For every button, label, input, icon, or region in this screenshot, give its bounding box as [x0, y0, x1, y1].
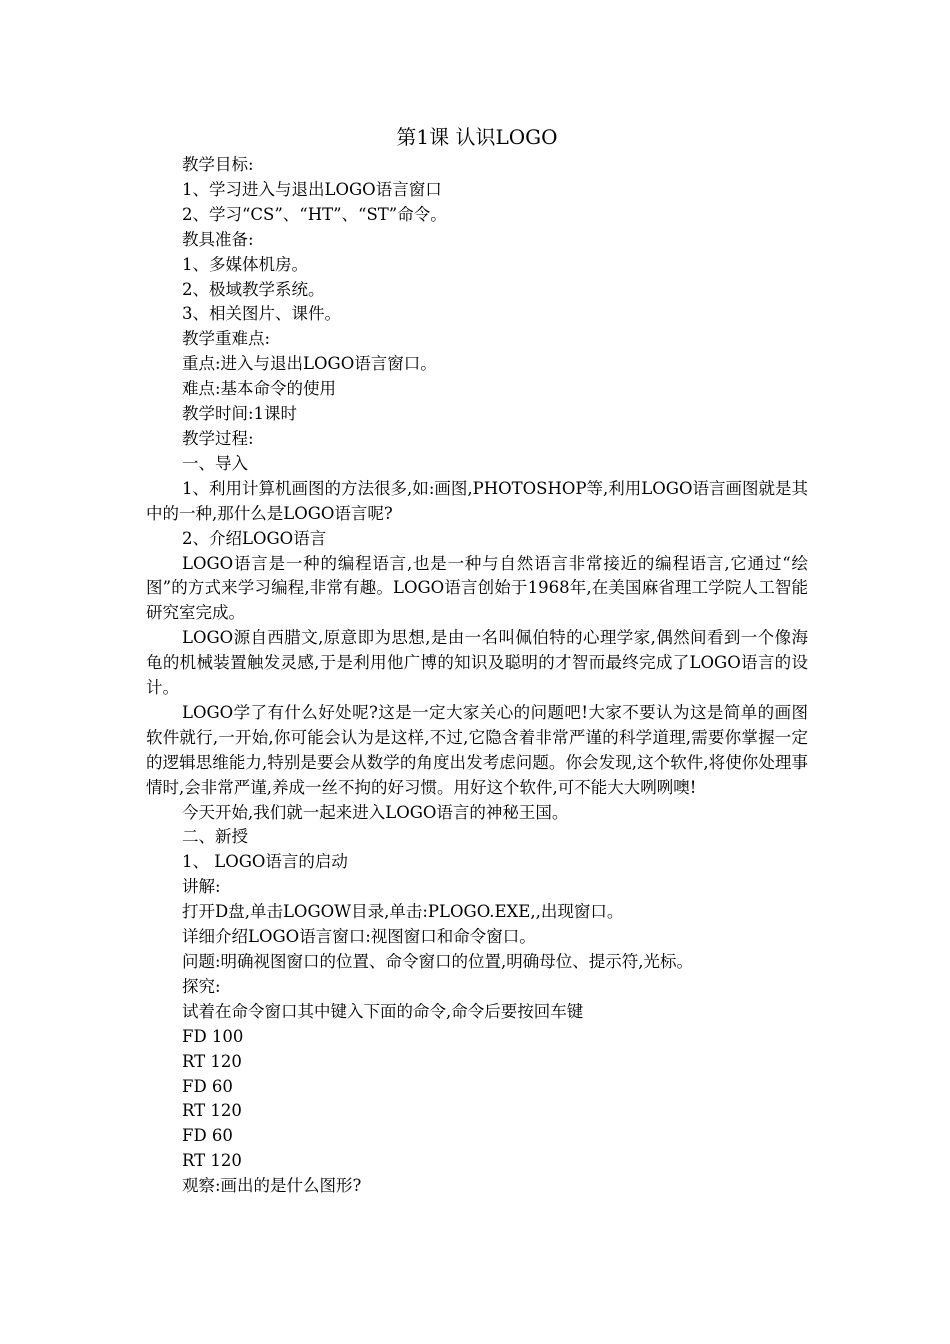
text-line: FD 60 [182, 1076, 233, 1096]
text-line: 2、学习“CS”、“HT”、“ST”命令。 [182, 204, 447, 224]
text-line: 教学过程: [182, 428, 254, 448]
text-line: 教学时间:1课时 [182, 404, 298, 424]
text-line: 观察:画出的是什么图形? [182, 1176, 362, 1196]
text-line: 难点:基本命令的使用 [182, 379, 337, 399]
text-line: 2、介绍LOGO语言 [182, 528, 327, 548]
text-line: 试着在命令窗口其中键入下面的命令,命令后要按回车键 [182, 1001, 584, 1021]
text-line: 教具准备: [182, 229, 254, 249]
text-line: 探究: [182, 976, 221, 996]
text-line: 二、新授 [182, 827, 248, 847]
text-line: RT 120 [182, 1101, 242, 1121]
text-line: 2、极域教学系统。 [182, 279, 325, 299]
text-line: 今天开始,我们就一起来进入LOGO语言的神秘王国。 [182, 802, 569, 822]
text-line: 讲解: [182, 877, 221, 897]
text-line: 打开D盘,单击LOGOW目录,单击:PLOGO.EXE,,出现窗口。 [182, 902, 624, 922]
text-line: 问题:明确视图窗口的位置、命令窗口的位置,明确母位、提示符,光标。 [182, 952, 694, 971]
page-title: 第1课 认识LOGO [396, 125, 558, 149]
text-line: 1、 LOGO语言的启动 [182, 852, 348, 872]
paragraph: LOGO语言是一种的编程语言,也是一种与自然语言非常接近的编程语言,它通过“绘图”的方式来学习编程,非常有趣。LOGO语言创始于1968年,在美国麻省理工学院人工智能研究室完成。 [146, 553, 808, 623]
text-line: RT 120 [182, 1151, 242, 1171]
text-line: 详细介绍LOGO语言窗口:视图窗口和命令窗口。 [182, 927, 536, 947]
paragraph: LOGO学了有什么好处呢?这是一定大家关心的问题吧!大家不要认为这是简单的画图软件就行,一开始,你可能会认为是这样,不过,它隐含着非常严谨的科学道理,需要你掌握一定的逻辑思维能力,特别是要会从数学的角度出发考虑问题。你会发现,这个软件,将使你处理事情时,会非常严谨,养成一丝不拘的好习惯。用好这个软件,可不能大大咧咧噢! [146, 702, 808, 797]
text-line: FD 100 [182, 1026, 244, 1046]
text-line: RT 120 [182, 1051, 242, 1071]
paragraph: 1、利用计算机画图的方法很多,如:画图,PHOTOSHOP等,利用LOGO语言画图就是其中的一种,那什么是LOGO语言呢? [146, 478, 808, 523]
text-line: 1、多媒体机房。 [182, 254, 308, 274]
text-line: 重点:进入与退出LOGO语言窗口。 [182, 354, 437, 374]
text-line: 教学目标: [182, 155, 254, 174]
text-line: 教学重难点: [182, 329, 271, 349]
paragraph: LOGO源自西腊文,原意即为思想,是由一名叫佩伯特的心理学家,偶然间看到一个像海龟的机械装置触发灵感,于是利用他广博的知识及聪明的才智而最终完成了LOGO语言的设计。 [146, 628, 808, 698]
text-line: 1、学习进入与退出LOGO语言窗口 [182, 179, 442, 199]
text-line: 一、导入 [182, 453, 248, 473]
text-line: FD 60 [182, 1126, 233, 1146]
document-page [146, 122, 808, 1199]
text-line: 3、相关图片、课件。 [182, 304, 341, 324]
document-body [146, 153, 808, 1199]
